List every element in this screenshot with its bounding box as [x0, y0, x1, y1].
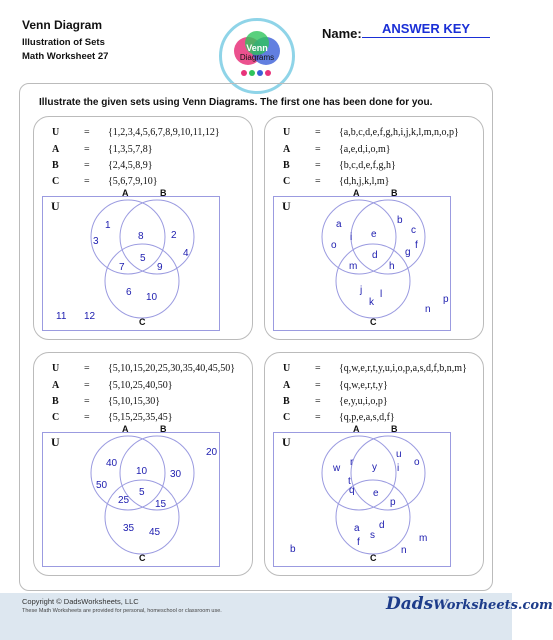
set-element: w	[333, 463, 341, 474]
venn-diagram	[42, 188, 220, 331]
set-element: o	[331, 240, 337, 251]
problem-panel-4: U = {q,w,e,r,t,y,u,i,o,p,a,s,d,f,b,n,m} A = {q,w,e,r,t,y} B = {e,y,u,i,o,p} C = {q,p,e,a,s,d,f} U A B C w r t y u i o q e p a d s f b m n	[264, 352, 484, 576]
set-element: e	[371, 229, 377, 240]
set-element: b	[397, 215, 403, 226]
set-element: q	[349, 485, 355, 496]
set-element: 4	[183, 248, 189, 259]
brand-big: Dads	[386, 594, 434, 614]
set-element: i	[397, 463, 400, 474]
set-element: o	[414, 457, 420, 468]
problem-panel-3: U = {5,10,15,20,25,30,35,40,45,50} A = {5,10,25,40,50} B = {5,10,15,30} C = {5,15,25,35,45} U A B C 40 50 10 30 20 5 25 15 35 45	[33, 352, 253, 576]
set-element: 2	[171, 230, 177, 241]
venn-diagram	[273, 188, 451, 331]
circle-label-b: B	[160, 188, 167, 198]
set-element: k	[369, 297, 374, 308]
set-element: 30	[170, 469, 182, 480]
set-element: m	[419, 533, 428, 544]
set-element: h	[389, 261, 395, 272]
set-element: 25	[118, 495, 130, 506]
usage-note: These Math Worksheets are provided for personal, homeschool or classroom use.	[22, 608, 222, 614]
set-element: p	[443, 294, 449, 305]
set-element: c	[411, 225, 416, 236]
circle-label-b: B	[391, 188, 398, 198]
set-element: 5	[139, 487, 145, 498]
set-element: e	[373, 488, 379, 499]
set-element: l	[380, 289, 383, 300]
circle-label-a: A	[122, 424, 129, 434]
logo-text-diagrams: Diagrams	[239, 53, 275, 62]
set-element: d	[372, 250, 378, 261]
set-element: 50	[96, 480, 108, 491]
logo-text-venn: Venn	[246, 43, 268, 53]
set-element: 11	[56, 311, 67, 322]
circle-label-c: C	[139, 553, 146, 563]
set-element: 7	[119, 262, 125, 273]
set-element: s	[370, 530, 375, 541]
set-element: 10	[146, 292, 158, 303]
set-element: 15	[155, 499, 167, 510]
set-element: a	[336, 219, 342, 230]
problem-panel-2: U = {a,b,c,d,e,f,g,h,i,j,k,l,m,n,o,p} A = {a,e,d,i,o,m} B = {b,c,d,e,f,g,h} C = {d,h,j,k,l,m} U A B C a o i e b c f g d m h j l k n p	[264, 116, 484, 340]
venn-circles	[274, 433, 450, 566]
set-element: r	[350, 457, 354, 468]
set-element: 6	[126, 287, 132, 298]
universe-symbol: U	[282, 435, 291, 449]
set-element: b	[290, 544, 296, 555]
set-element: t	[348, 476, 351, 487]
set-element: u	[396, 449, 402, 460]
worksheet-title: Venn Diagram	[22, 18, 103, 32]
set-element: 1	[105, 220, 111, 231]
circle-label-a: A	[122, 188, 129, 198]
circle-label-a: A	[353, 424, 360, 434]
set-element: j	[360, 285, 363, 296]
set-element: f	[357, 537, 360, 548]
set-element: 5	[140, 253, 146, 264]
circle-label-a: A	[353, 188, 360, 198]
set-element: i	[350, 232, 353, 243]
universe-symbol: U	[51, 435, 60, 449]
set-element: 45	[149, 527, 161, 538]
name-label: Name:	[322, 26, 362, 41]
circle-label-c: C	[370, 317, 377, 327]
worksheet-subtitle: Illustration of Sets	[22, 37, 105, 48]
venn-circles	[43, 433, 219, 566]
set-element: f	[415, 240, 418, 251]
set-element: d	[379, 520, 385, 531]
brand-logo[interactable]	[386, 594, 553, 614]
set-element: 35	[123, 523, 135, 534]
circle-label-b: B	[391, 424, 398, 434]
set-element: 3	[93, 236, 99, 247]
worksheet-number: Math Worksheet 27	[22, 51, 109, 62]
set-element: n	[401, 545, 407, 556]
venn-circles	[274, 197, 450, 330]
set-element: y	[372, 462, 377, 473]
copyright: Copyright © DadsWorksheets, LLC	[22, 597, 139, 606]
problem-panel-1: U = {1,2,3,4,5,6,7,8,9,10,11,12} A = {1,3,5,7,8} B = {2,4,5,8,9} C = {5,6,7,9,10} U A B C 1 3 8 2 4 5 7 9 6 10 11 12	[33, 116, 253, 340]
set-element: g	[405, 247, 411, 258]
set-element: 12	[84, 311, 96, 322]
set-element: 10	[136, 466, 148, 477]
set-element: 8	[138, 231, 144, 242]
circle-label-b: B	[160, 424, 167, 434]
instructions: Illustrate the given sets using Venn Diagrams. The first one has been done for you.	[39, 97, 433, 108]
set-element: a	[354, 523, 360, 534]
venn-diagram	[273, 424, 451, 567]
brand-rest: Worksheets.com	[433, 598, 553, 613]
circle-label-c: C	[370, 553, 377, 563]
set-element: m	[349, 261, 358, 272]
venn-diagram	[42, 424, 220, 567]
answer-key-field[interactable]: ANSWER KEY	[362, 21, 490, 38]
set-element: 9	[157, 262, 163, 273]
venn-circles	[43, 197, 219, 330]
circle-label-c: C	[139, 317, 146, 327]
set-element: 20	[206, 447, 218, 458]
universe-symbol: U	[282, 199, 291, 213]
set-element: p	[390, 497, 396, 508]
set-element: 40	[106, 458, 118, 469]
set-element: n	[425, 304, 431, 315]
universe-symbol: U	[51, 199, 60, 213]
